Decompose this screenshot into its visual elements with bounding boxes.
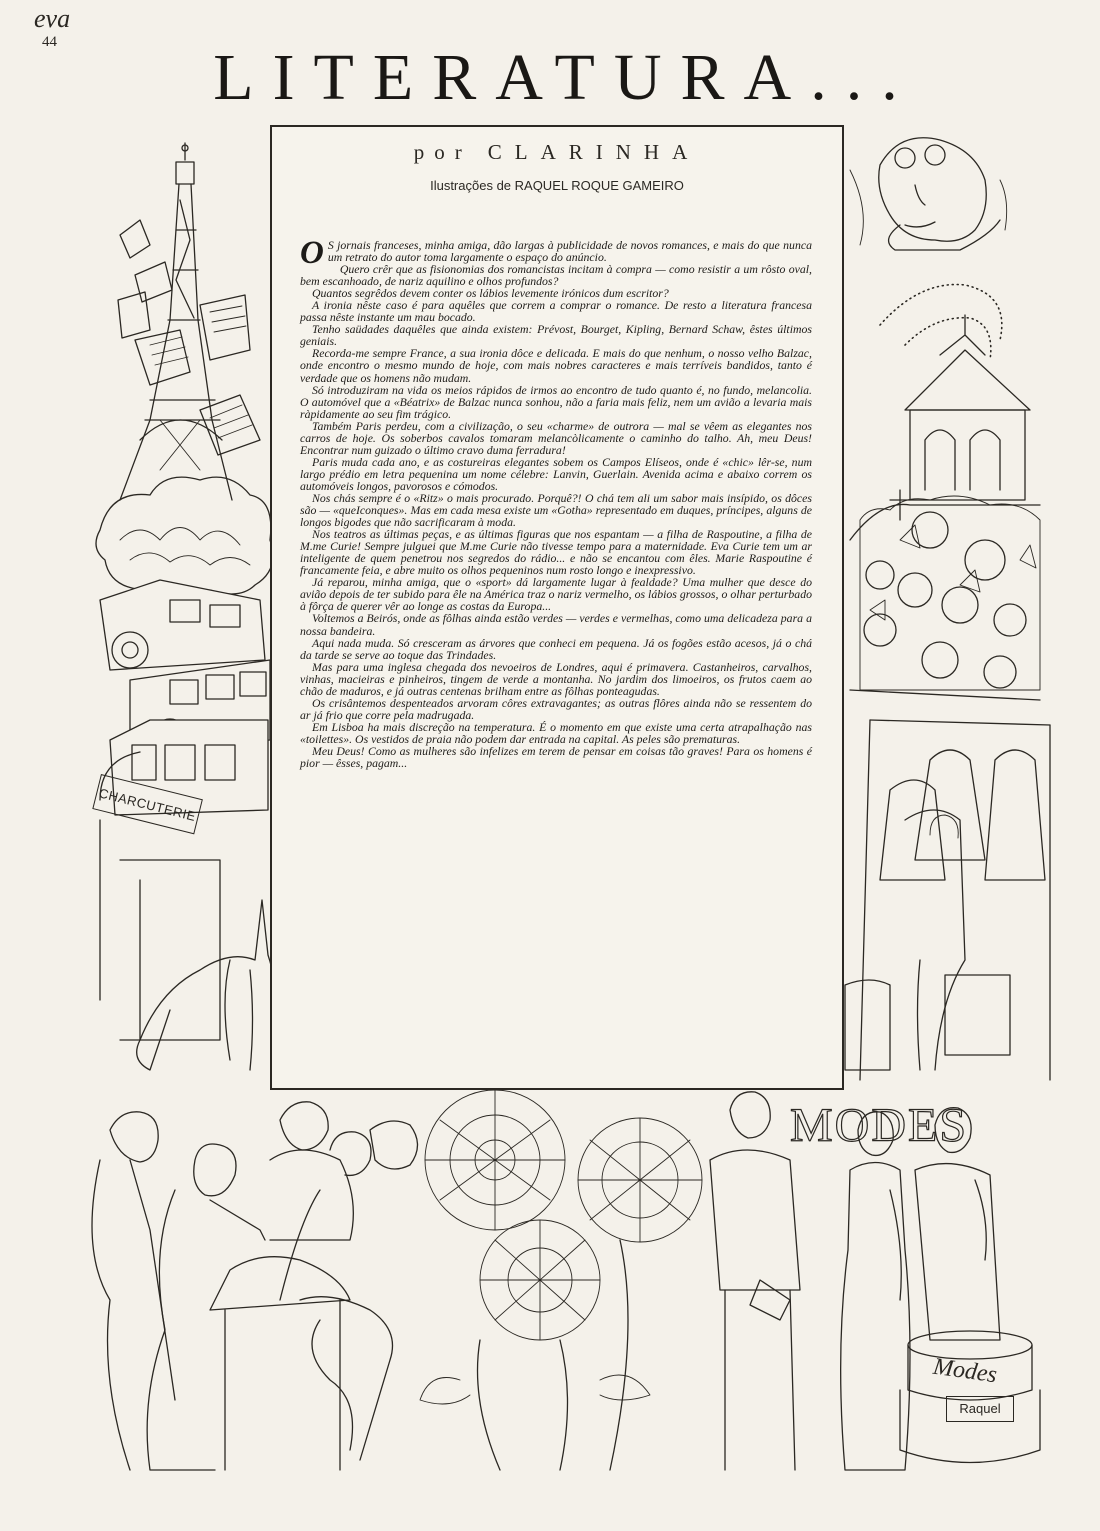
article-paragraph: Nos teatros as últimas peças, e as últimas figuras que nos espantam — a filha de Raspoutine, a filha de M.me Curie! Sempre julguei que M.me Curie não tivesse tempo para a maternidade. Eva Curie tem um ar inteligente de quem penetrou nos segredos do rádio... e não se encantou com êles. Marie Raspoutine é francamente feia, e abre muito os olhos pequeninos num rosto longo e inexpressivo. xyxy=(300,527,812,578)
article-paragraph: Voltemos a Beirós, onde as fôlhas ainda estão verdes — verdes e vermelhas, como uma delicadeza para a nossa bandeira. xyxy=(300,611,812,638)
chrysanthemum-icon xyxy=(420,1090,702,1470)
article-paragraph: Meu Deus! Como as mulheres são infelizes em terem de pensar em coisas tão graves! Para os homens é pior — êsses, pagam... xyxy=(300,743,812,771)
article-paragraph: Aqui nada muda. Só cresceram as árvores que conheci em pequena. Já os fogões estão acesos, já o chá da tarde se serve ao toque das Trindades. xyxy=(300,635,812,662)
modes-sign: MODES xyxy=(790,1099,969,1152)
fur-shop-icon xyxy=(845,720,1050,1080)
article-paragraph: Recorda-me sempre France, a sua ironia dôce e delicada. E mais do que nenhum, o nosso velho Balzac, onde encontro o mesmo mundo de hoje, com mais nobres caracteres e mais terríveis bandidos, tanto é verdade que os homens não mudam. xyxy=(300,346,812,385)
orange-tree-icon xyxy=(850,496,1040,700)
article-paragraph: A ironia nêste caso é para aquêles que correm a comprar o romance. De resto a literatura francesa passa nêste instante um mau bocado. xyxy=(300,298,812,325)
illustration-credit: Ilustrações de RAQUEL ROQUE GAMEIRO xyxy=(430,178,684,193)
byline-prefix: por xyxy=(413,140,472,164)
page-number: 44 xyxy=(42,34,57,50)
hatbox-label: Modes xyxy=(931,1353,999,1389)
drop-cap: O xyxy=(300,235,324,271)
article-paragraph: Só introduziram na vida os meios rápidos de irmos ao encontro de tudo quanto é, no fundo, melancolia. O automóvel que a «Béatrix» de Balzac nunca sonhou, não a faria mais feliz, nem um avião a levaria mais ràpidamente ao seu fim trágico. xyxy=(300,382,812,421)
article-paragraph: Em Lisboa ha mais discreção na temperatura. É o momento em que existe uma certa atrapalhação nas «toilettes». Os vestidos de praia não podem dar entrada na capital. As peles são prematuras. xyxy=(300,719,812,746)
horse-icon xyxy=(137,900,277,1070)
article-paragraph: O S jornais franceses, minha amiga, dão largas à publicidade de novos romances, e mais do que nunca um retrato do autor toma largamente o espaço do anúncio. xyxy=(300,235,812,271)
bush-icon xyxy=(96,477,273,597)
magazine-name: eva xyxy=(34,4,71,33)
article-paragraph: Mas para uma inglesa chegada dos nevoeiros de Londres, aqui é primavera. Castanheiros, carvalhos, vinhas, macieiras e pinheiros, tingem de verde a montanha. No jardim dos limoeiros, os frutos caem ao chão de maduros, e já outras centenas brilham entre as fôlhas ponteagudas. xyxy=(300,659,812,698)
article-paragraph: Tenho saüdades daquêles que ainda existem: Prévost, Bourget, Kipling, Bernard Schaw, êstes últimos geniais. xyxy=(300,322,812,349)
page-title: LITERATURA... xyxy=(213,41,917,114)
article-body xyxy=(300,235,812,771)
charcuterie-shop-icon xyxy=(100,820,220,1040)
article-paragraph: Paris muda cada ano, e as costureiras elegantes sobem os Campos Elíseos, onde é «chic» lêr-se, num largo prédio em letra pequenina um nome célebre: Lanvin, Guerlain. Avenida acima e abaixo correm os automóveis longos, pavorosos e cómodos. xyxy=(300,454,812,493)
article-paragraph: Os crisântemos despenteados arvoram côres extravagantes; as outras flôres ainda não se ressentem do ar já frio que corre pela madrugada. xyxy=(300,695,812,722)
church-tower-icon xyxy=(850,315,1040,540)
aviatrix-icon xyxy=(850,138,1007,250)
artist-signature: Raquel xyxy=(946,1396,1014,1422)
charcuterie-sign: CHARCUTERIE xyxy=(92,774,203,834)
byline xyxy=(270,140,844,165)
article-paragraph: Também Paris perdeu, com a civilização, o seu «charme» de outrora — mal se vêem as elegantes nos carros de hoje. Os soberbos cavalos tomaram melancòlicamente o caminho do talho. Ah, meu Deus! Encontrar num guizado o último cravo duma ferradura! xyxy=(300,418,812,457)
byline-author: CLARINHA xyxy=(487,140,701,164)
article-paragraph: Quantos segrêdos devem conter os lábios levemente irónicos dum escritor? xyxy=(312,286,669,301)
gentleman-icon xyxy=(710,1092,800,1470)
article-paragraph: Já reparou, minha amiga, que o «sport» dá largamente lugar à fealdade? Uma mulher que desce do avião depois de ter subido para êle na América traz o nariz vermelho, os lábios grossos, o olhar perturbado à fôrça de querer vêr ao longe as costas da Europa... xyxy=(300,575,812,614)
tea-party-icon xyxy=(92,1102,418,1470)
article-paragraph: Nos chás sempre é o «Ritz» o mais procurado. Porquê?! O chá tem ali um sabor mais insípido, os dôces são — «queIconques». Mas em cada mesa existe um «Gotha» representado em duques, príncipes, alguns de longos bigodes que não sacrificaram à moda. xyxy=(300,490,812,530)
article-paragraph: Quero crêr que as fisionomias dos romancistas incitam à compra — como resistir a um rôsto oval, bem escanhoado, de nariz aquilino e olhos profundos? xyxy=(300,262,812,289)
